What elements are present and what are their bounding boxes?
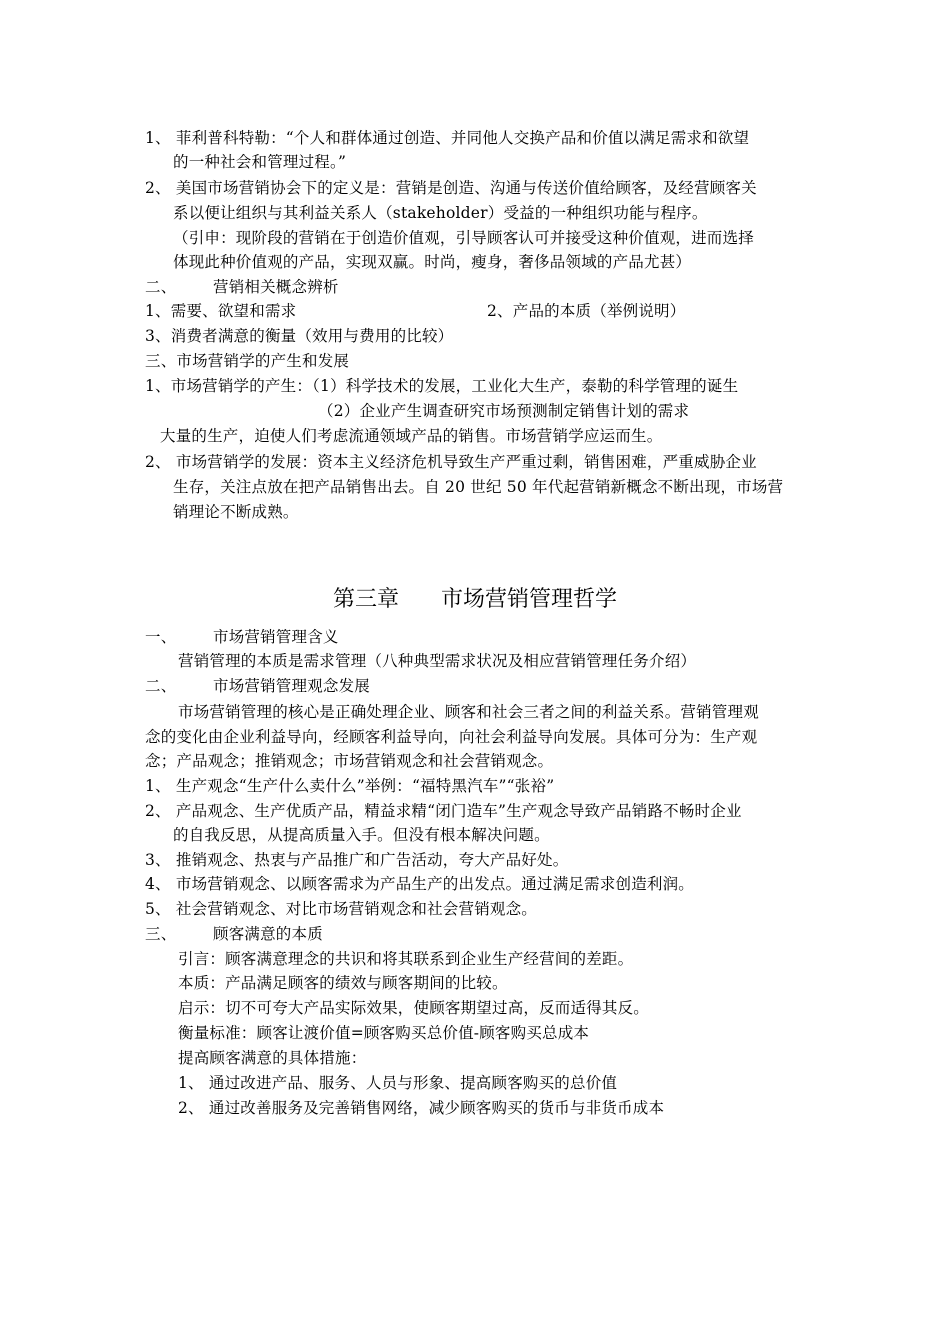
origin-line-3: 大量的生产，迫使人们考虑流通领域产品的销售。市场营销学应运而生。: [160, 427, 663, 445]
measure-1: 1、 通过改进产品、服务、人员与形象、提高顾客购买的总价值: [178, 1074, 618, 1092]
concept-paragraph-line-1: 市场营销管理的核心是正确处理企业、顾客和社会三者之间的利益关系。营销管理观: [178, 703, 759, 721]
ch3-section-3-number: 三、: [145, 925, 177, 943]
concept-4: 4、 市场营销观念、以顾客需求为产品生产的出发点。通过满足需求创造利润。: [145, 875, 694, 893]
section-2-heading: 营销相关概念辨析: [213, 278, 339, 296]
concept-2-line-2: 的自我反思，从提高质量入手。但没有根本解决问题。: [173, 826, 550, 844]
satisfaction-measure: 衡量标准：顾客让渡价值=顾客购买总价值-顾客购买总成本: [178, 1024, 590, 1042]
development-line-3: 销理论不断成熟。: [173, 503, 299, 521]
origin-line-2: （2）企业产生调查研究市场预测制定销售计划的需求: [318, 402, 690, 420]
satisfaction-essence: 本质：产品满足顾客的绩效与顾客期间的比较。: [178, 974, 508, 992]
definition-2-line-1: 2、 美国市场营销协会下的定义是：营销是创造、沟通与传送价值给顾客，及经营顾客关: [145, 179, 757, 197]
concept-item-2: 2、产品的本质（举例说明）: [487, 302, 686, 320]
ch3-section-1-heading: 市场营销管理含义: [213, 628, 339, 646]
concept-item-1: 1、需要、欲望和需求: [145, 302, 297, 320]
definition-1-line-2: 的一种社会和管理过程。”: [173, 153, 347, 171]
development-line-1: 2、 市场营销学的发展：资本主义经济危机导致生产严重过剩，销售困难，严重威胁企业: [145, 453, 757, 471]
concept-1: 1、 生产观念“生产什么卖什么”举例：“福特黑汽车”“张裕”: [145, 777, 555, 795]
concept-item-3: 3、消费者满意的衡量（效用与费用的比较）: [145, 327, 454, 345]
ch3-section-2-heading: 市场营销管理观念发展: [213, 677, 371, 695]
concept-paragraph-line-3: 念；产品观念；推销观念；市场营销观念和社会营销观念。: [145, 752, 554, 770]
concept-3: 3、 推销观念、热衷与产品推广和广告活动，夸大产品好处。: [145, 851, 569, 869]
ch3-section-3-heading: 顾客满意的本质: [213, 925, 323, 943]
measures-heading: 提高顾客满意的具体措施：: [178, 1049, 367, 1067]
concept-paragraph-line-2: 念的变化由企业利益导向，经顾客利益导向，向社会利益导向发展。具体可分为：生产观: [145, 728, 758, 746]
definition-2-line-2: 系以便让组织与其利益关系人（stakeholder）受益的一种组织功能与程序。: [173, 204, 708, 222]
definition-1-line-1: 1、 菲利普科特勒：“个人和群体通过创造、并同他人交换产品和价值以满足需求和欲望: [145, 129, 750, 147]
extension-note-line-1: （引申：现阶段的营销在于创造价值观，引导顾客认可并接受这种价值观，进而选择: [173, 229, 754, 247]
ch3-section-1-number: 一、: [145, 628, 177, 646]
ch3-section-1-body: 营销管理的本质是需求管理（八种典型需求状况及相应营销管理任务介绍）: [178, 652, 697, 670]
section-2-number: 二、: [145, 278, 177, 296]
chapter-title: 第三章 市场营销管理哲学: [333, 587, 617, 612]
ch3-section-2-number: 二、: [145, 677, 177, 695]
satisfaction-intro: 引言：顾客满意理念的共识和将其联系到企业生产经营间的差距。: [178, 950, 634, 968]
origin-line-1: 1、市场营销学的产生：（1）科学技术的发展，工业化大生产，泰勒的科学管理的诞生: [145, 377, 739, 395]
concept-5: 5、 社会营销观念、对比市场营销观念和社会营销观念。: [145, 900, 537, 918]
extension-note-line-2: 体现此种价值观的产品，实现双赢。时尚，瘦身，奢侈品领域的产品尤甚）: [173, 253, 692, 271]
satisfaction-hint: 启示：切不可夸大产品实际效果，使顾客期望过高，反而适得其反。: [178, 999, 650, 1017]
concept-2-line-1: 2、 产品观念、生产优质产品，精益求精“闭门造车”生产观念导致产品销路不畅时企业: [145, 802, 742, 820]
measure-2: 2、 通过改善服务及完善销售网络，减少顾客购买的货币与非货币成本: [178, 1099, 665, 1117]
section-3-heading: 三、市场营销学的产生和发展: [145, 352, 350, 370]
development-line-2: 生存，关注点放在把产品销售出去。自 20 世纪 50 年代起营销新概念不断出现，市场营: [173, 478, 784, 496]
